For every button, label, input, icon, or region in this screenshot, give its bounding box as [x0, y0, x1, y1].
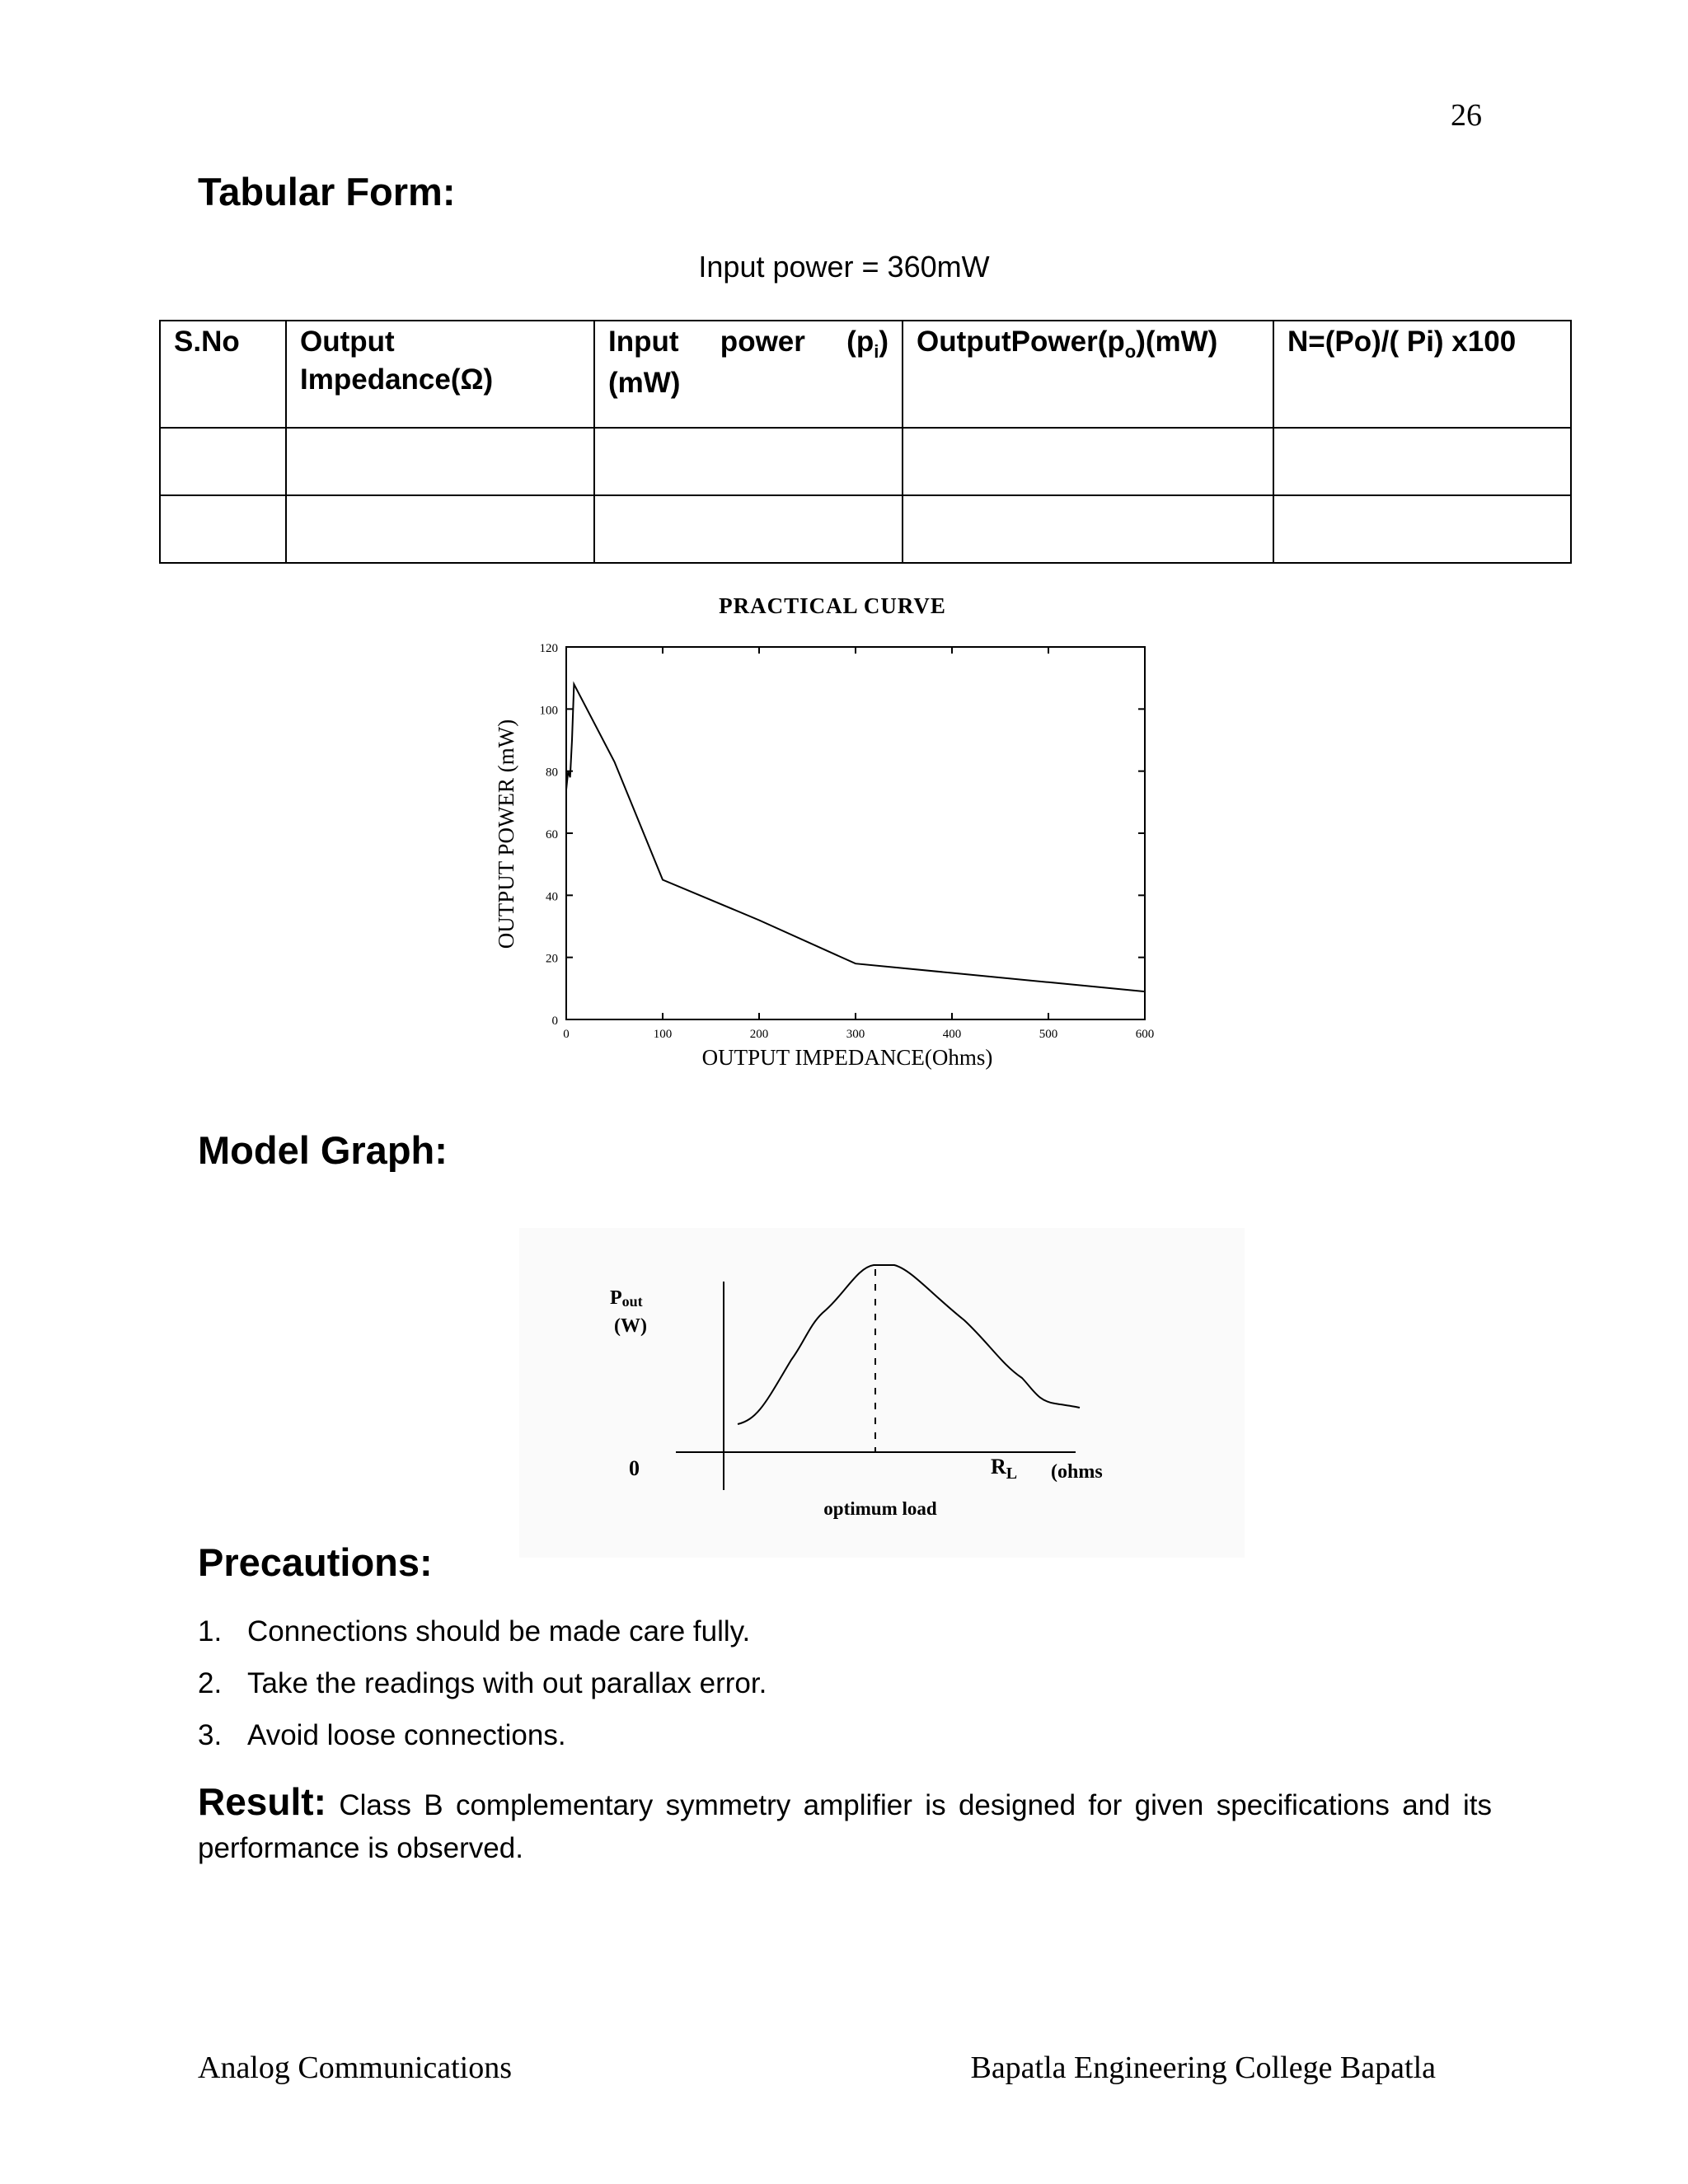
list-item — [198, 1667, 767, 1719]
table-header-row — [160, 321, 1571, 428]
model-curve — [738, 1265, 1080, 1424]
practical-curve-svg — [486, 587, 1187, 1098]
y-axis-label: OUTPUT POWER (mW) — [494, 719, 518, 949]
list-text: Take the readings with out parallax error. — [247, 1667, 767, 1699]
x-tick-label: 600 — [1135, 1028, 1155, 1041]
x-axis-label: OUTPUT IMPEDANCE(Ohms) — [701, 1045, 993, 1070]
y-tick-label: 0 — [551, 1015, 558, 1028]
table-cell — [286, 495, 594, 563]
list-item — [198, 1615, 767, 1667]
table-row — [160, 495, 1571, 563]
result-label: Result: — [198, 1780, 326, 1823]
data-line — [566, 684, 1145, 991]
model-graph — [519, 1228, 1245, 1558]
table-row — [160, 428, 1571, 495]
header-output-power: $OutputPower(p_o)(mW)$ — [903, 321, 1273, 428]
list-number: 3. — [198, 1719, 223, 1751]
table-cell — [903, 495, 1273, 563]
chart-title: PRACTICAL CURVE — [719, 593, 946, 618]
model-y-unit: (W) — [614, 1315, 647, 1337]
model-x-unit: (ohms — [1051, 1461, 1103, 1483]
model-graph-svg — [519, 1228, 1245, 1558]
optimum-load-label: optimum load — [823, 1498, 937, 1519]
list-text: Connections should be made care fully. — [247, 1615, 751, 1647]
tabular-form-heading: Tabular Form: — [198, 170, 456, 213]
result-text: Class B complementary symmetry amplifier is designed for given specifications and its performance is observed. — [198, 1789, 1493, 1864]
table-cell — [286, 428, 594, 495]
header-efficiency: N=(Po)/( Pi) x100 — [1273, 321, 1571, 428]
header-sno: S.No — [160, 321, 286, 428]
header-output-impedance: Output Impedance(Ω) — [286, 321, 594, 428]
table-cell — [160, 428, 286, 495]
x-tick-label: 400 — [942, 1028, 962, 1041]
y-tick-label: 80 — [546, 766, 558, 780]
table-cell — [1273, 428, 1571, 495]
table-cell — [160, 495, 286, 563]
list-number: 2. — [198, 1667, 223, 1699]
table-cell — [594, 428, 903, 495]
y-tick-label: 100 — [539, 704, 558, 718]
input-power-note: Input power = 360mW — [698, 250, 990, 284]
footer-course: Analog Communications — [198, 2050, 513, 2085]
x-tick-label: 100 — [653, 1028, 673, 1041]
list-text: Avoid loose connections. — [247, 1719, 566, 1751]
result-paragraph — [198, 1780, 1492, 1870]
model-origin-label: 0 — [629, 1456, 640, 1480]
header-input-power: Input power $(p_i)$ (mW) — [594, 321, 903, 428]
axis-ticks — [540, 642, 1155, 1041]
x-tick-label: 200 — [749, 1028, 769, 1041]
y-tick-label: 20 — [546, 952, 558, 966]
readings-table — [159, 320, 1572, 564]
footer-college: Bapatla Engineering College Bapatla — [970, 2050, 1436, 2085]
x-tick-label: 0 — [563, 1028, 570, 1041]
y-tick-label: 60 — [546, 828, 558, 841]
model-x-label: $R_L$ — [991, 1455, 1018, 1483]
y-tick-label: 120 — [539, 642, 558, 655]
y-tick-label: 40 — [546, 890, 558, 904]
precautions-heading: Precautions: — [198, 1540, 433, 1584]
table-cell — [903, 428, 1273, 495]
page-number: 26 — [1451, 98, 1482, 133]
x-tick-label: 500 — [1039, 1028, 1058, 1041]
table-cell — [594, 495, 903, 563]
x-tick-label: 300 — [846, 1028, 865, 1041]
model-graph-heading: Model Graph: — [198, 1128, 448, 1172]
practical-curve-chart — [486, 587, 1187, 1098]
precautions-list — [198, 1615, 767, 1771]
list-item — [198, 1719, 767, 1771]
list-number: 1. — [198, 1615, 223, 1647]
table-cell — [1273, 495, 1571, 563]
model-y-label: Pout — [610, 1287, 643, 1310]
